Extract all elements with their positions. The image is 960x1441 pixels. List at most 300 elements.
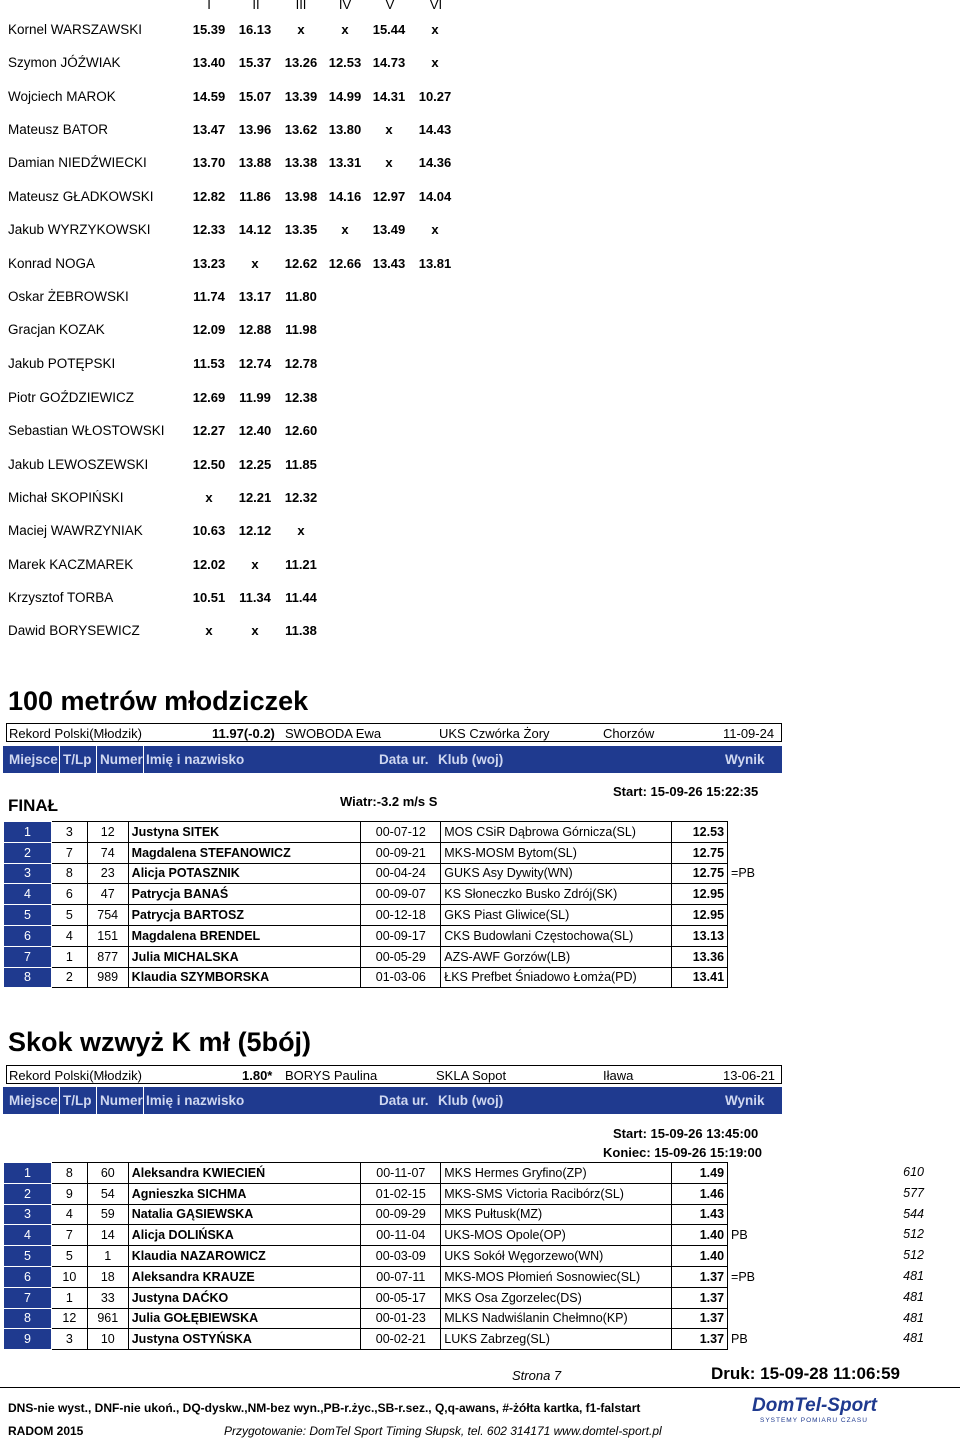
birthdate-cell: 00-09-29 bbox=[361, 1204, 441, 1225]
record-label: Rekord Polski(Młodzik) bbox=[9, 1068, 142, 1083]
attempt-value: 11.44 bbox=[285, 590, 317, 605]
attempt-value: 13.38 bbox=[284, 155, 318, 170]
attempt-row bbox=[0, 621, 480, 643]
record-value: 1.80* bbox=[242, 1068, 273, 1083]
attempt-value: x bbox=[341, 22, 349, 37]
attempt-row bbox=[0, 588, 480, 610]
record-bar-highjump bbox=[6, 1065, 782, 1084]
note-cell bbox=[728, 1163, 775, 1184]
birthdate-cell: 00-04-24 bbox=[361, 863, 441, 884]
result-cell: 13.41 bbox=[672, 967, 728, 988]
result-cell: 1.49 bbox=[672, 1163, 728, 1184]
athlete-name: Jakub POTĘPSKI bbox=[8, 356, 116, 371]
lane-cell: 1 bbox=[51, 946, 87, 967]
athlete-name: Damian NIEDŹWIECKI bbox=[8, 155, 147, 170]
athlete-name-cell: Julia MICHALSKA bbox=[128, 946, 361, 967]
attempt-value: x bbox=[341, 222, 349, 237]
col-wynik: Wynik bbox=[725, 1093, 765, 1108]
record-holder: BORYS Paulina bbox=[285, 1068, 378, 1083]
points-value: 481 bbox=[903, 1269, 924, 1283]
column-header-bar-100m bbox=[3, 746, 782, 773]
attempt-value: 13.49 bbox=[372, 222, 406, 237]
bib-cell: 74 bbox=[87, 842, 128, 863]
table-row bbox=[4, 1163, 775, 1184]
lane-cell: 7 bbox=[51, 1225, 87, 1246]
table-row bbox=[4, 1183, 775, 1204]
result-cell: 12.75 bbox=[672, 863, 728, 884]
table-row bbox=[4, 822, 775, 843]
attempt-value: 10.51 bbox=[192, 590, 226, 605]
attempt-value: 10.63 bbox=[192, 523, 226, 538]
record-holder: SWOBODA Ewa bbox=[285, 726, 382, 741]
birthdate-cell: 00-11-04 bbox=[361, 1225, 441, 1246]
place-cell: 4 bbox=[4, 1225, 52, 1246]
place-cell: 5 bbox=[4, 1246, 52, 1267]
note-cell bbox=[728, 1246, 775, 1267]
attempt-value: 12.62 bbox=[284, 256, 318, 271]
athlete-name-cell: Klaudia SZYMBORSKA bbox=[128, 967, 361, 988]
club-cell: MKS Hermes Gryfino(ZP) bbox=[441, 1163, 672, 1184]
attempt-row bbox=[0, 354, 480, 376]
table-row bbox=[4, 1204, 775, 1225]
attempt-value: 14.59 bbox=[192, 89, 226, 104]
birthdate-cell: 01-02-15 bbox=[361, 1183, 441, 1204]
birthdate-cell: 00-09-07 bbox=[361, 884, 441, 905]
birthdate-cell: 00-12-18 bbox=[361, 905, 441, 926]
result-cell: 1.43 bbox=[672, 1204, 728, 1225]
attempt-value: 11.86 bbox=[239, 189, 271, 204]
club-cell: GKS Piast Gliwice(SL) bbox=[441, 905, 672, 926]
attempt-value: 12.38 bbox=[284, 390, 318, 405]
birthdate-cell: 00-11-07 bbox=[361, 1163, 441, 1184]
place-cell: 5 bbox=[4, 905, 52, 926]
club-cell: MKS-MOS Płomień Sosnowiec(SL) bbox=[441, 1266, 672, 1287]
place-cell: 6 bbox=[4, 1266, 52, 1287]
table-row bbox=[4, 1266, 775, 1287]
col-miejsce: Miejsce bbox=[9, 1093, 58, 1108]
athlete-name: Konrad NOGA bbox=[8, 256, 96, 271]
birthdate-cell: 00-07-12 bbox=[361, 822, 441, 843]
attempt-value: 13.31 bbox=[328, 155, 362, 170]
note-cell bbox=[728, 905, 775, 926]
lane-cell: 10 bbox=[51, 1266, 87, 1287]
result-cell: 13.36 bbox=[672, 946, 728, 967]
birthdate-cell: 00-09-17 bbox=[361, 925, 441, 946]
bib-cell: 59 bbox=[87, 1204, 128, 1225]
table-row bbox=[4, 1308, 775, 1329]
athlete-name: Kornel WARSZAWSKI bbox=[8, 22, 143, 37]
place-cell: 9 bbox=[4, 1329, 52, 1350]
club-cell: MKS Pułtusk(MZ) bbox=[441, 1204, 672, 1225]
col-separator bbox=[96, 1087, 97, 1114]
attempt-value: x bbox=[297, 523, 305, 538]
birthdate-cell: 00-03-09 bbox=[361, 1246, 441, 1267]
attempt-value: 12.60 bbox=[284, 423, 318, 438]
col-wynik: Wynik bbox=[725, 752, 765, 767]
club-cell: KS Słoneczko Busko Zdrój(SK) bbox=[441, 884, 672, 905]
athlete-name-cell: Alicja DOLIŃSKA bbox=[128, 1225, 361, 1246]
table-row bbox=[4, 842, 775, 863]
attempt-value: 13.35 bbox=[284, 222, 318, 237]
attempt-value: 14.12 bbox=[238, 222, 272, 237]
lane-cell: 3 bbox=[51, 822, 87, 843]
bib-cell: 989 bbox=[87, 967, 128, 988]
points-value: 577 bbox=[903, 1185, 924, 1200]
bib-cell: 14 bbox=[87, 1225, 128, 1246]
athlete-name-cell: Magdalena STEFANOWICZ bbox=[128, 842, 361, 863]
club-cell: MOS CSiR Dąbrowa Górnicza(SL) bbox=[441, 822, 672, 843]
attempt-value: 15.37 bbox=[238, 55, 272, 70]
col-numer: Numer bbox=[100, 1093, 143, 1108]
club-cell: MKS-SMS Victoria Racibórz(SL) bbox=[441, 1183, 672, 1204]
attempt-row bbox=[0, 421, 480, 443]
attempt-value: x bbox=[251, 557, 259, 572]
attempt-row bbox=[0, 555, 480, 577]
result-cell: 1.40 bbox=[672, 1225, 728, 1246]
bib-cell: 54 bbox=[87, 1183, 128, 1204]
attempt-value: x bbox=[431, 55, 439, 70]
results-table-100m bbox=[3, 821, 775, 988]
attempt-row bbox=[0, 320, 480, 342]
attempt-value: 13.43 bbox=[372, 256, 406, 271]
attempt-value: 11.21 bbox=[285, 557, 317, 572]
bib-cell: 47 bbox=[87, 884, 128, 905]
athlete-name: Jakub LEWOSZEWSKI bbox=[8, 457, 149, 472]
attempt-value: 14.43 bbox=[418, 122, 452, 137]
lane-cell: 4 bbox=[51, 1204, 87, 1225]
col-klub: Klub (woj) bbox=[438, 752, 504, 767]
points-value: 481 bbox=[903, 1310, 924, 1325]
club-cell: LUKS Zabrzeg(SL) bbox=[441, 1329, 672, 1350]
attempt-row bbox=[0, 153, 480, 175]
table-row bbox=[4, 1225, 775, 1246]
athlete-name: Marek KACZMAREK bbox=[8, 557, 134, 572]
attempt-row bbox=[0, 220, 480, 242]
logo-text: DomTel-Sport bbox=[752, 1395, 877, 1416]
attempt-value: 11.98 bbox=[285, 322, 317, 337]
note-cell bbox=[728, 822, 775, 843]
lane-cell: 8 bbox=[51, 863, 87, 884]
place-cell: 2 bbox=[4, 1183, 52, 1204]
attempt-header-2: II bbox=[252, 0, 260, 12]
result-cell: 1.37 bbox=[672, 1287, 728, 1308]
note-cell bbox=[728, 1183, 775, 1204]
athlete-name-cell: Alicja POTASZNIK bbox=[128, 863, 361, 884]
attempt-value: x bbox=[205, 490, 213, 505]
bib-cell: 23 bbox=[87, 863, 128, 884]
col-data: Data ur. bbox=[379, 752, 429, 767]
lane-cell: 5 bbox=[51, 905, 87, 926]
attempt-row bbox=[0, 53, 480, 75]
start-time-100m: Start: 15-09-26 15:22:35 bbox=[613, 784, 759, 799]
club-cell: CKS Budowlani Częstochowa(SL) bbox=[441, 925, 672, 946]
attempt-value: 12.69 bbox=[192, 390, 226, 405]
attempt-row bbox=[0, 187, 480, 209]
bib-cell: 961 bbox=[87, 1308, 128, 1329]
bib-cell: 1 bbox=[87, 1246, 128, 1267]
attempt-value: 12.32 bbox=[284, 490, 318, 505]
result-cell: 12.53 bbox=[672, 822, 728, 843]
lane-cell: 7 bbox=[51, 842, 87, 863]
attempt-row bbox=[0, 254, 480, 276]
attempt-value: 11.85 bbox=[285, 457, 317, 472]
attempt-value: 15.39 bbox=[192, 22, 226, 37]
note-cell bbox=[728, 967, 775, 988]
event-name: RADOM 2015 bbox=[8, 1424, 84, 1438]
attempt-row bbox=[0, 455, 480, 477]
athlete-name: Piotr GOŹDZIEWICZ bbox=[8, 390, 134, 405]
col-tlp: T/Lp bbox=[63, 752, 92, 767]
attempt-value: 13.62 bbox=[284, 122, 318, 137]
athlete-name: Oskar ŻEBROWSKI bbox=[8, 289, 129, 304]
athlete-name-cell: Julia GOŁĘBIEWSKA bbox=[128, 1308, 361, 1329]
note-cell: =PB bbox=[731, 866, 755, 881]
athlete-name: Gracjan KOZAK bbox=[8, 322, 105, 337]
attempt-value: 13.96 bbox=[238, 122, 272, 137]
attempt-value: 14.36 bbox=[418, 155, 452, 170]
club-cell: MKS Osa Zgorzelec(DS) bbox=[441, 1287, 672, 1308]
final-label: FINAŁ bbox=[8, 796, 59, 815]
attempt-value: 13.39 bbox=[284, 89, 318, 104]
birthdate-cell: 00-05-17 bbox=[361, 1287, 441, 1308]
athlete-name-cell: Aleksandra KWIECIEŃ bbox=[128, 1163, 361, 1184]
attempt-value: 14.04 bbox=[418, 189, 452, 204]
attempt-value: x bbox=[431, 22, 439, 37]
results-table-highjump bbox=[3, 1162, 775, 1350]
col-data: Data ur. bbox=[379, 1093, 429, 1108]
bib-cell: 754 bbox=[87, 905, 128, 926]
attempt-value: x bbox=[297, 22, 305, 37]
note-cell: PB bbox=[731, 1228, 748, 1243]
attempt-value: x bbox=[205, 623, 213, 638]
table-row bbox=[4, 1287, 775, 1308]
attempt-header-6: VI bbox=[429, 0, 443, 12]
result-cell: 1.37 bbox=[672, 1266, 728, 1287]
athlete-name: Mateusz GŁADKOWSKI bbox=[8, 189, 154, 204]
club-cell: MKS-MOSM Bytom(SL) bbox=[441, 842, 672, 863]
result-cell: 1.40 bbox=[672, 1246, 728, 1267]
attempt-row bbox=[0, 388, 480, 410]
attempt-value: 12.33 bbox=[192, 222, 226, 237]
wind-label: Wiatr:-3.2 m/s S bbox=[340, 794, 438, 809]
lane-cell: 9 bbox=[51, 1183, 87, 1204]
page-number: Strona 7 bbox=[512, 1368, 562, 1383]
col-separator bbox=[96, 746, 97, 773]
col-imie: Imię i nazwisko bbox=[146, 1093, 245, 1108]
athlete-name: Sebastian WŁOSTOWSKI bbox=[8, 423, 165, 438]
result-cell: 12.95 bbox=[672, 884, 728, 905]
attempt-value: 12.40 bbox=[238, 423, 272, 438]
table-row bbox=[4, 905, 775, 926]
athlete-name-cell: Agnieszka SICHMA bbox=[128, 1183, 361, 1204]
birthdate-cell: 00-02-21 bbox=[361, 1329, 441, 1350]
lane-cell: 8 bbox=[51, 1163, 87, 1184]
attempt-value: 14.99 bbox=[328, 89, 362, 104]
note-cell bbox=[728, 1204, 775, 1225]
club-cell: GUKS Asy Dywity(WN) bbox=[441, 863, 672, 884]
start-time-highjump: Start: 15-09-26 13:45:00 bbox=[613, 1126, 759, 1141]
attempt-value: 13.26 bbox=[284, 55, 318, 70]
athlete-name-cell: Natalia GĄSIEWSKA bbox=[128, 1204, 361, 1225]
points-value: 544 bbox=[903, 1206, 924, 1221]
place-cell: 4 bbox=[4, 884, 52, 905]
bib-cell: 33 bbox=[87, 1287, 128, 1308]
attempt-value: 13.47 bbox=[192, 122, 226, 137]
credit-text: Przygotowanie: DomTel Sport Timing Słupsk, tel. 602 314171 www.domtel-sport.pl bbox=[224, 1424, 662, 1438]
athlete-name: Szymon JÓŹWIAK bbox=[8, 55, 121, 70]
attempt-row bbox=[0, 521, 480, 543]
end-time-highjump: Koniec: 15-09-26 15:19:00 bbox=[603, 1145, 762, 1160]
birthdate-cell: 00-01-23 bbox=[361, 1308, 441, 1329]
record-value: 11.97(-0.2) bbox=[212, 726, 275, 741]
record-club: SKLA Sopot bbox=[436, 1068, 507, 1083]
attempt-value: 11.38 bbox=[285, 623, 317, 638]
points-value: 512 bbox=[903, 1227, 924, 1242]
bib-cell: 18 bbox=[87, 1266, 128, 1287]
attempt-value: x bbox=[431, 222, 439, 237]
attempt-value: 11.74 bbox=[193, 289, 225, 304]
column-header-bar-highjump bbox=[3, 1087, 782, 1114]
athlete-name-cell: Justyna SITEK bbox=[128, 822, 361, 843]
place-cell: 3 bbox=[4, 863, 52, 884]
attempt-value: 12.25 bbox=[238, 457, 272, 472]
athlete-name: Wojciech MAROK bbox=[8, 89, 116, 104]
place-cell: 7 bbox=[4, 1287, 52, 1308]
bib-cell: 10 bbox=[87, 1329, 128, 1350]
athlete-name: Mateusz BATOR bbox=[8, 122, 109, 137]
lane-cell: 1 bbox=[51, 1287, 87, 1308]
attempt-header-5: V bbox=[385, 0, 395, 12]
record-place: Chorzów bbox=[603, 726, 655, 741]
logo-subtext: SYSTEMY POMIARU CZASU bbox=[760, 1417, 868, 1424]
attempt-value: x bbox=[385, 122, 393, 137]
athlete-name-cell: Patrycja BARTOSZ bbox=[128, 905, 361, 926]
record-date: 11-09-24 bbox=[723, 726, 775, 741]
note-cell bbox=[728, 946, 775, 967]
attempt-value: 11.80 bbox=[285, 289, 317, 304]
attempt-value: 13.40 bbox=[192, 55, 226, 70]
attempt-value: 15.07 bbox=[238, 89, 272, 104]
bib-cell: 877 bbox=[87, 946, 128, 967]
attempt-header-1: I bbox=[207, 0, 211, 12]
note-cell: =PB bbox=[731, 1269, 756, 1284]
athlete-name: Michał SKOPIŃSKI bbox=[8, 490, 124, 505]
club-cell: UKS-MOS Opole(OP) bbox=[441, 1225, 672, 1246]
result-cell: 1.37 bbox=[672, 1308, 728, 1329]
section-title-100m: 100 metrów młodziczek bbox=[8, 686, 309, 716]
attempt-value: x bbox=[251, 623, 259, 638]
attempt-value: 12.53 bbox=[328, 55, 362, 70]
col-miejsce: Miejsce bbox=[9, 752, 58, 767]
col-tlp: T/Lp bbox=[63, 1093, 92, 1108]
table-row bbox=[4, 967, 775, 988]
attempt-value: 13.98 bbox=[284, 189, 318, 204]
table-row bbox=[4, 925, 775, 946]
attempt-row bbox=[0, 87, 480, 109]
attempt-value: 12.88 bbox=[238, 322, 272, 337]
attempt-value: 12.27 bbox=[192, 423, 226, 438]
result-cell: 12.95 bbox=[672, 905, 728, 926]
attempt-row bbox=[0, 488, 480, 510]
lane-cell: 3 bbox=[51, 1329, 87, 1350]
birthdate-cell: 01-03-06 bbox=[361, 967, 441, 988]
col-separator bbox=[59, 746, 60, 773]
attempt-value: 12.09 bbox=[192, 322, 226, 337]
print-timestamp: Druk: 15-09-28 11:06:59 bbox=[711, 1364, 901, 1383]
attempt-value: 12.74 bbox=[238, 356, 272, 371]
place-cell: 2 bbox=[4, 842, 52, 863]
attempt-header-4: IV bbox=[338, 0, 352, 12]
attempt-value: x bbox=[251, 256, 259, 271]
athlete-name-cell: Magdalena BRENDEL bbox=[128, 925, 361, 946]
table-row bbox=[4, 884, 775, 905]
attempt-value: 13.17 bbox=[238, 289, 272, 304]
result-cell: 13.13 bbox=[672, 925, 728, 946]
athlete-name-cell: Aleksandra KRAUZE bbox=[128, 1266, 361, 1287]
note-cell bbox=[728, 1287, 775, 1308]
attempt-value: 12.66 bbox=[328, 256, 362, 271]
attempt-value: 15.44 bbox=[372, 22, 406, 37]
attempt-value: 12.82 bbox=[192, 189, 226, 204]
attempt-value: 12.97 bbox=[372, 189, 406, 204]
attempt-value: 14.31 bbox=[372, 89, 406, 104]
result-cell: 12.75 bbox=[672, 842, 728, 863]
lane-cell: 12 bbox=[51, 1308, 87, 1329]
record-label: Rekord Polski(Młodzik) bbox=[9, 726, 142, 741]
bib-cell: 151 bbox=[87, 925, 128, 946]
table-row bbox=[4, 863, 775, 884]
athlete-name-cell: Klaudia NAZAROWICZ bbox=[128, 1246, 361, 1267]
attempt-value: 13.80 bbox=[328, 122, 362, 137]
points-value: 481 bbox=[903, 1331, 924, 1346]
bib-cell: 60 bbox=[87, 1163, 128, 1184]
col-separator bbox=[143, 1087, 144, 1114]
footer-divider bbox=[0, 1387, 960, 1388]
birthdate-cell: 00-07-11 bbox=[361, 1266, 441, 1287]
place-cell: 1 bbox=[4, 822, 52, 843]
points-value: 512 bbox=[903, 1248, 924, 1263]
note-cell bbox=[728, 1308, 775, 1329]
attempt-value: 13.23 bbox=[192, 256, 226, 271]
record-bar-100m bbox=[6, 723, 782, 742]
result-cell: 1.46 bbox=[672, 1183, 728, 1204]
athlete-name: Krzysztof TORBA bbox=[8, 590, 114, 605]
club-cell: MLKS Nadwiślanin Chełmno(KP) bbox=[441, 1308, 672, 1329]
club-cell: ŁKS Prefbet Śniadowo Łomża(PD) bbox=[441, 967, 672, 988]
note-cell: PB bbox=[731, 1332, 748, 1347]
note-cell bbox=[728, 842, 775, 863]
section-title-highjump: Skok wzwyż K mł (5bój) bbox=[8, 1027, 312, 1057]
note-cell bbox=[728, 925, 775, 946]
attempts-header bbox=[0, 0, 480, 14]
note-cell bbox=[728, 884, 775, 905]
lane-cell: 4 bbox=[51, 925, 87, 946]
col-imie: Imię i nazwisko bbox=[146, 752, 245, 767]
lane-cell: 2 bbox=[51, 967, 87, 988]
attempt-value: 12.12 bbox=[238, 523, 272, 538]
attempt-value: 12.21 bbox=[238, 490, 272, 505]
domtel-logo bbox=[752, 1395, 902, 1425]
record-date: 13-06-21 bbox=[723, 1068, 776, 1083]
lane-cell: 6 bbox=[51, 884, 87, 905]
col-klub: Klub (woj) bbox=[438, 1093, 504, 1108]
athlete-name: Jakub WYRZYKOWSKI bbox=[8, 222, 151, 237]
attempt-value: 11.34 bbox=[239, 590, 271, 605]
club-cell: AZS-AWF Gorzów(LB) bbox=[441, 946, 672, 967]
record-club: UKS Czwórka Żory bbox=[439, 726, 550, 741]
attempt-value: 13.88 bbox=[238, 155, 272, 170]
points-value: 610 bbox=[903, 1165, 924, 1179]
